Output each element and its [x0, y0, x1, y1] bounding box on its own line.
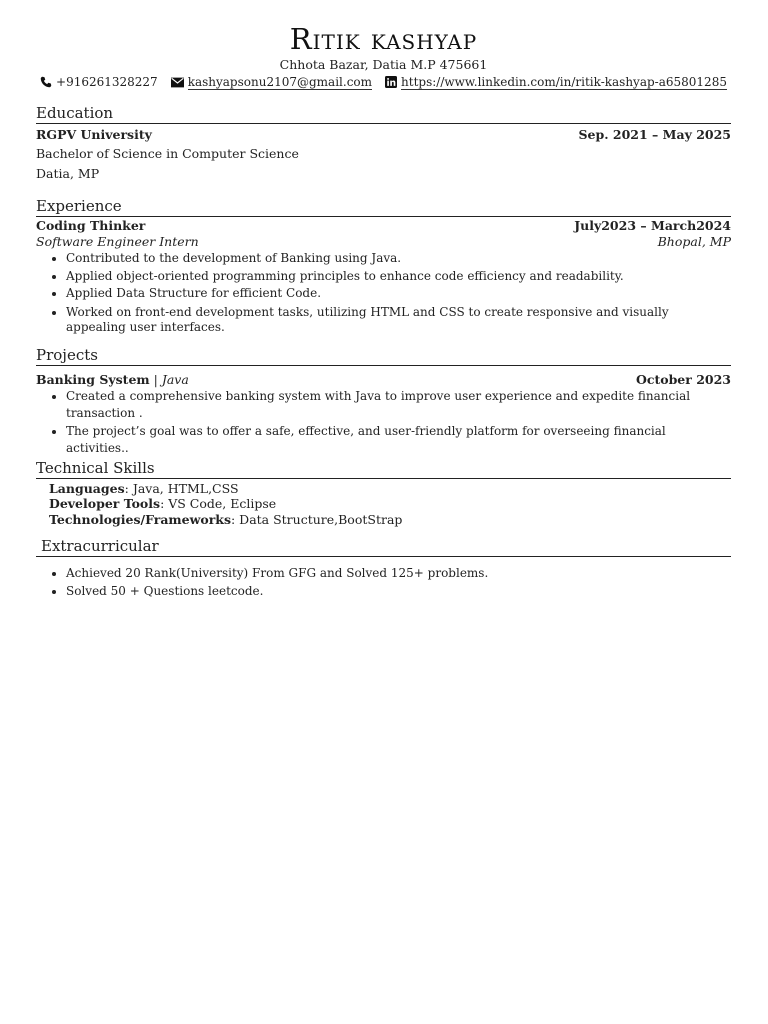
section-title-skills: Technical Skills	[36, 459, 731, 479]
education-dates: Sep. 2021 – May 2025	[578, 127, 731, 142]
experience-section	[36, 197, 731, 335]
candidate-name: Ritik kashyap	[289, 22, 478, 56]
project-bullets	[36, 388, 731, 458]
section-title-experience: Experience	[36, 197, 731, 217]
skills-section	[36, 459, 731, 528]
envelope-icon	[171, 77, 184, 88]
experience-row	[36, 218, 731, 234]
project-tech: Java	[161, 371, 189, 387]
email-contact[interactable]	[171, 75, 372, 90]
phone-number: +916261328227	[56, 75, 158, 89]
linkedin-contact[interactable]	[385, 75, 727, 90]
contact-bar	[36, 74, 731, 90]
skills-list	[36, 481, 731, 528]
section-title-education: Education	[36, 104, 731, 124]
project-row	[36, 372, 731, 388]
experience-dates: July2023 – March2024	[574, 218, 731, 233]
list-item: • Contributed to the development of Banking using Java.	[66, 250, 731, 268]
project-date: October 2023	[635, 371, 731, 387]
skill-line-technologies: Technologies/Frameworks: Data Structure,BootStrap	[49, 511, 403, 527]
experience-bullets	[36, 250, 731, 335]
section-title-projects: Projects	[36, 346, 731, 366]
list-item: • Worked on front-end development tasks, utilizing HTML and CSS to create responsive and visually appealing user interfaces.	[66, 305, 731, 335]
skill-line-developer-tools: Developer Tools: VS Code, Eclipse	[49, 496, 277, 512]
degree: Bachelor of Science in Computer Science	[36, 146, 299, 161]
linkedin-icon	[385, 76, 397, 88]
section-title-extracurricular: Extracurricular	[36, 537, 731, 557]
education-location: Datia, MP	[36, 166, 100, 181]
list-item: • Solved 50 + Questions leetcode.	[66, 583, 731, 601]
extracurricular-bullets	[36, 565, 731, 600]
education-row	[36, 127, 731, 143]
projects-section	[36, 346, 731, 458]
linkedin-link[interactable]: https://www.linkedin.com/in/ritik-kashyap-a65801285	[401, 74, 727, 89]
skill-line-languages: Languages: Java, HTML,CSS	[49, 480, 239, 496]
list-item: • Applied Data Structure for efficient Code.	[66, 285, 731, 303]
list-item: • The project’s goal was to offer a safe, effective, and user-friendly platform for overseeing financial activities..	[66, 423, 731, 458]
extracurricular-section	[36, 537, 731, 600]
project-separator: |	[153, 371, 158, 387]
email-link[interactable]: kashyapsonu2107@gmail.com	[187, 74, 373, 89]
education-section	[36, 104, 731, 184]
company-name: Coding Thinker	[36, 218, 146, 233]
experience-location: Bhopal, MP	[657, 234, 731, 249]
list-item: • Created a comprehensive banking system with Java to improve user experience and expedite financial transaction .	[66, 388, 731, 423]
address: Chhota Bazar, Datia M.P 475661	[279, 57, 488, 72]
resume-page	[36, 22, 731, 600]
phone-contact	[40, 74, 158, 90]
phone-icon	[40, 76, 52, 88]
job-role: Software Engineer Intern	[36, 234, 199, 249]
project-heading	[36, 372, 189, 388]
list-item: • Applied object-oriented programming principles to enhance code efficiency and readability.	[66, 268, 731, 286]
experience-subrow	[36, 234, 731, 250]
list-item: • Achieved 20 Rank(University) From GFG and Solved 125+ problems.	[66, 565, 731, 583]
school-name: RGPV University	[36, 127, 152, 142]
project-name: Banking System	[36, 371, 150, 387]
